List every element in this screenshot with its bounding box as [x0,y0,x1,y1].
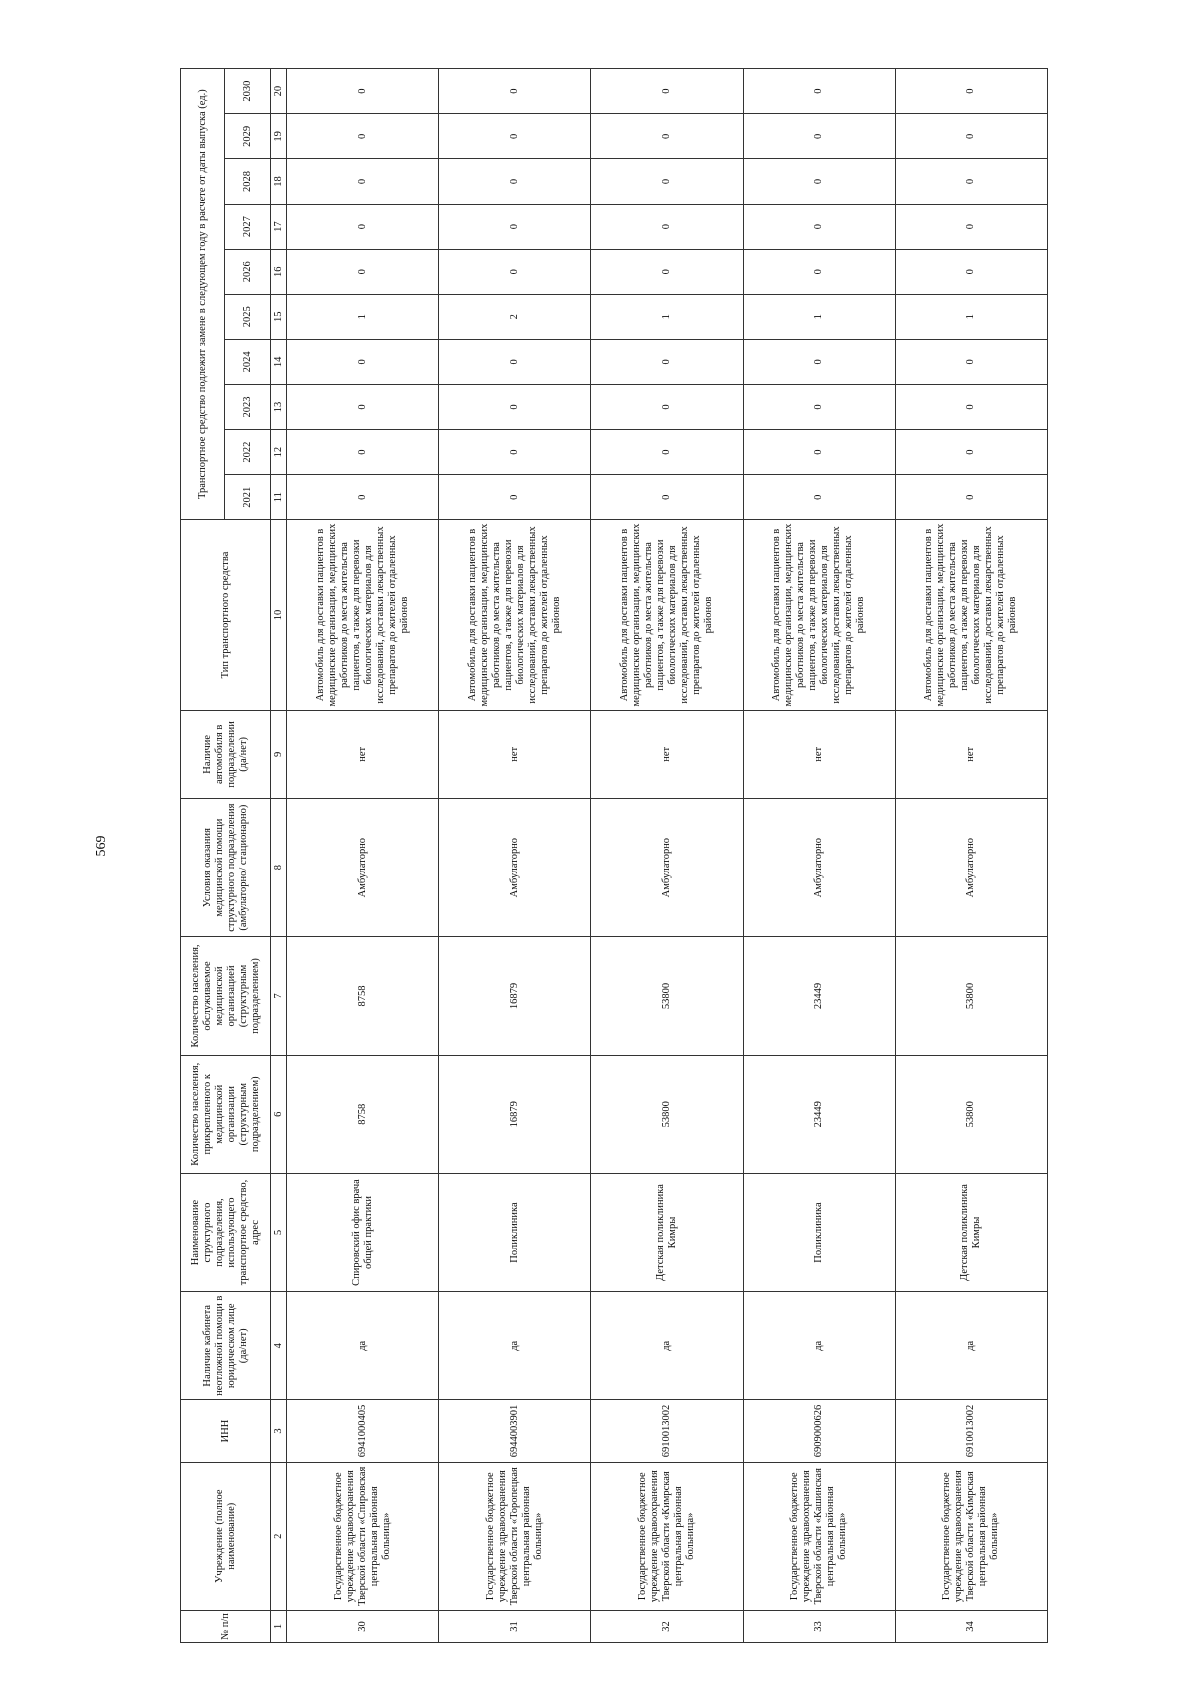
header-year: 2024 [225,339,271,384]
header-num: № п/п [181,1610,271,1642]
year-replacement-count: 0 [591,339,743,384]
header-inn: ИНН [181,1400,271,1462]
year-replacement-count: 0 [591,204,743,249]
year-replacement-count: 0 [743,114,895,159]
year-replacement-count: 0 [439,249,591,294]
column-number: 8 [271,798,287,936]
attached-population: 53800 [591,1055,743,1173]
year-replacement-count: 0 [591,249,743,294]
year-replacement-count: 1 [895,294,1047,339]
attached-population: 16879 [439,1055,591,1173]
year-replacement-count: 0 [743,475,895,520]
year-replacement-count: 0 [895,339,1047,384]
table-row [591,69,743,1643]
year-replacement-count: 0 [895,204,1047,249]
page-number: 569 [94,835,109,857]
header-year: 2023 [225,384,271,429]
served-population: 8758 [287,937,439,1055]
inn-value: 6944003901 [439,1400,591,1462]
header-institution: Учреждение (полное наименование) [181,1462,271,1610]
year-replacement-count: 0 [895,114,1047,159]
header-vehicle-type: Тип транспортного средства [181,520,271,710]
attached-population: 8758 [287,1055,439,1173]
column-number: 13 [271,384,287,429]
urgent-care-value: да [439,1292,591,1400]
year-replacement-count: 0 [895,430,1047,475]
has-car-value: нет [591,710,743,798]
header-unit: Наименование структурного подразделения, использующего транспортное средство, адрес [181,1173,271,1291]
row-number: 34 [895,1610,1047,1642]
column-number: 12 [271,430,287,475]
year-replacement-count: 0 [287,339,439,384]
header-served-population: Количество населения, обслуживаемое медицинской организацией (структурным подразделением) [181,937,271,1055]
care-conditions: Амбулаторно [743,798,895,936]
year-replacement-count: 2 [439,294,591,339]
row-number: 33 [743,1610,895,1642]
institution-name: Государственное бюджетное учреждение здравоохранения Тверской области «Кимрская центральная районная больница» [591,1462,743,1610]
column-number: 18 [271,159,287,204]
attached-population: 23449 [743,1055,895,1173]
urgent-care-value: да [591,1292,743,1400]
served-population: 16879 [439,937,591,1055]
column-number: 1 [271,1610,287,1642]
column-number: 20 [271,69,287,114]
year-replacement-count: 0 [743,430,895,475]
year-replacement-count: 0 [591,69,743,114]
table-row [743,69,895,1643]
year-replacement-count: 0 [287,249,439,294]
column-number: 3 [271,1400,287,1462]
column-number: 16 [271,249,287,294]
vehicle-type: Автомобиль для доставки пациентов в медицинские организации, медицинских работников до места жительства пациентов, а также для перевозки биологических материалов для исследований, доставки лекарственных препаратов до жителей отдаленных районов [439,520,591,710]
urgent-care-value: да [895,1292,1047,1400]
year-replacement-count: 0 [439,339,591,384]
institution-name: Государственное бюджетное учреждение здравоохранения Тверской области «Спировская центральная районная больница» [287,1462,439,1610]
year-replacement-count: 0 [895,159,1047,204]
institution-name: Государственное бюджетное учреждение здравоохранения Тверской области «Кашинская центральная районная больница» [743,1462,895,1610]
header-replacement-group: Транспортное средство подлежит замене в следующем году в расчете от даты выпуска (ед.) [181,69,225,520]
care-conditions: Амбулаторно [895,798,1047,936]
header-year: 2022 [225,430,271,475]
vehicle-replacement-table [180,68,1048,1643]
care-conditions: Амбулаторно [439,798,591,936]
header-year: 2028 [225,159,271,204]
header-year: 2026 [225,249,271,294]
year-replacement-count: 0 [591,384,743,429]
header-year: 2025 [225,294,271,339]
rotated-table-wrapper [180,68,1048,1643]
year-replacement-count: 0 [439,430,591,475]
column-number: 19 [271,114,287,159]
year-replacement-count: 0 [287,69,439,114]
inn-value: 6910013002 [591,1400,743,1462]
urgent-care-value: да [287,1292,439,1400]
column-number: 7 [271,937,287,1055]
column-number: 5 [271,1173,287,1291]
inn-value: 6941000405 [287,1400,439,1462]
header-year: 2021 [225,475,271,520]
year-replacement-count: 0 [743,204,895,249]
vehicle-type: Автомобиль для доставки пациентов в медицинские организации, медицинских работников до места жительства пациентов, а также для перевозки биологических материалов для исследований, доставки лекарственных препаратов до жителей отдаленных районов [287,520,439,710]
row-number: 32 [591,1610,743,1642]
care-conditions: Амбулаторно [591,798,743,936]
year-replacement-count: 0 [591,114,743,159]
year-replacement-count: 1 [743,294,895,339]
year-replacement-count: 0 [287,430,439,475]
year-replacement-count: 0 [895,475,1047,520]
unit-name: Детская поликлиника Кимры [591,1173,743,1291]
header-year: 2027 [225,204,271,249]
vehicle-type: Автомобиль для доставки пациентов в медицинские организации, медицинских работников до места жительства пациентов, а также для перевозки биологических материалов для исследований, доставки лекарственных препаратов до жителей отдаленных районов [743,520,895,710]
column-numbers-row [271,69,287,1643]
column-number: 9 [271,710,287,798]
has-car-value: нет [743,710,895,798]
unit-name: Поликлиника [743,1173,895,1291]
served-population: 53800 [591,937,743,1055]
urgent-care-value: да [743,1292,895,1400]
unit-name: Детская поликлиника Кимры [895,1173,1047,1291]
year-replacement-count: 0 [591,430,743,475]
institution-name: Государственное бюджетное учреждение здравоохранения Тверской области «Кимрская центральная районная больница» [895,1462,1047,1610]
year-replacement-count: 0 [287,114,439,159]
header-urgent-care: Наличие кабинета неотложной помощи в юридическом лице (да/нет) [181,1292,271,1400]
year-replacement-count: 0 [287,204,439,249]
year-replacement-count: 0 [287,475,439,520]
year-replacement-count: 0 [591,475,743,520]
year-replacement-count: 0 [743,249,895,294]
year-replacement-count: 0 [591,159,743,204]
row-number: 30 [287,1610,439,1642]
column-number: 11 [271,475,287,520]
care-conditions: Амбулаторно [287,798,439,936]
table-body [287,69,1048,1643]
unit-name: Спировский офис врача общей практики [287,1173,439,1291]
table-row [895,69,1047,1643]
header-has-car: Наличие автомобиля в подразделении (да/нет) [181,710,271,798]
has-car-value: нет [895,710,1047,798]
header-care-conditions: Условия оказания медицинской помощи структурного подразделения (амбулаторно/ стационарно) [181,798,271,936]
inn-value: 6910013002 [895,1400,1047,1462]
institution-name: Государственное бюджетное учреждение здравоохранения Тверской области «Торопецкая центральная районная больница» [439,1462,591,1610]
year-replacement-count: 0 [743,384,895,429]
column-number: 17 [271,204,287,249]
attached-population: 53800 [895,1055,1047,1173]
column-number: 15 [271,294,287,339]
year-replacement-count: 0 [743,159,895,204]
year-replacement-count: 0 [743,339,895,384]
year-replacement-count: 1 [287,294,439,339]
column-number: 2 [271,1462,287,1610]
year-replacement-count: 0 [287,159,439,204]
served-population: 53800 [895,937,1047,1055]
table-row [439,69,591,1643]
year-replacement-count: 0 [895,69,1047,114]
year-replacement-count: 0 [895,384,1047,429]
has-car-value: нет [439,710,591,798]
year-replacement-count: 0 [743,69,895,114]
year-replacement-count: 1 [591,294,743,339]
year-replacement-count: 0 [439,204,591,249]
column-number: 4 [271,1292,287,1400]
header-row [181,69,225,1643]
column-number: 6 [271,1055,287,1173]
vehicle-type: Автомобиль для доставки пациентов в медицинские организации, медицинских работников до места жительства пациентов, а также для перевозки биологических материалов для исследований, доставки лекарственных препаратов до жителей отдаленных районов [591,520,743,710]
year-replacement-count: 0 [439,69,591,114]
table-row [287,69,439,1643]
year-replacement-count: 0 [439,384,591,429]
column-number: 14 [271,339,287,384]
year-replacement-count: 0 [439,114,591,159]
header-attached-population: Количество населения, прикрепленного к медицинской организации (структурным подразделением) [181,1055,271,1173]
served-population: 23449 [743,937,895,1055]
year-replacement-count: 0 [895,249,1047,294]
vehicle-type: Автомобиль для доставки пациентов в медицинские организации, медицинских работников до места жительства пациентов, а также для перевозки биологических материалов для исследований, доставки лекарственных препаратов до жителей отдаленных районов [895,520,1047,710]
header-year: 2030 [225,69,271,114]
has-car-value: нет [287,710,439,798]
column-number: 10 [271,520,287,710]
year-replacement-count: 0 [439,159,591,204]
header-year: 2029 [225,114,271,159]
year-replacement-count: 0 [439,475,591,520]
year-replacement-count: 0 [287,384,439,429]
row-number: 31 [439,1610,591,1642]
inn-value: 6909000626 [743,1400,895,1462]
unit-name: Поликлиника [439,1173,591,1291]
